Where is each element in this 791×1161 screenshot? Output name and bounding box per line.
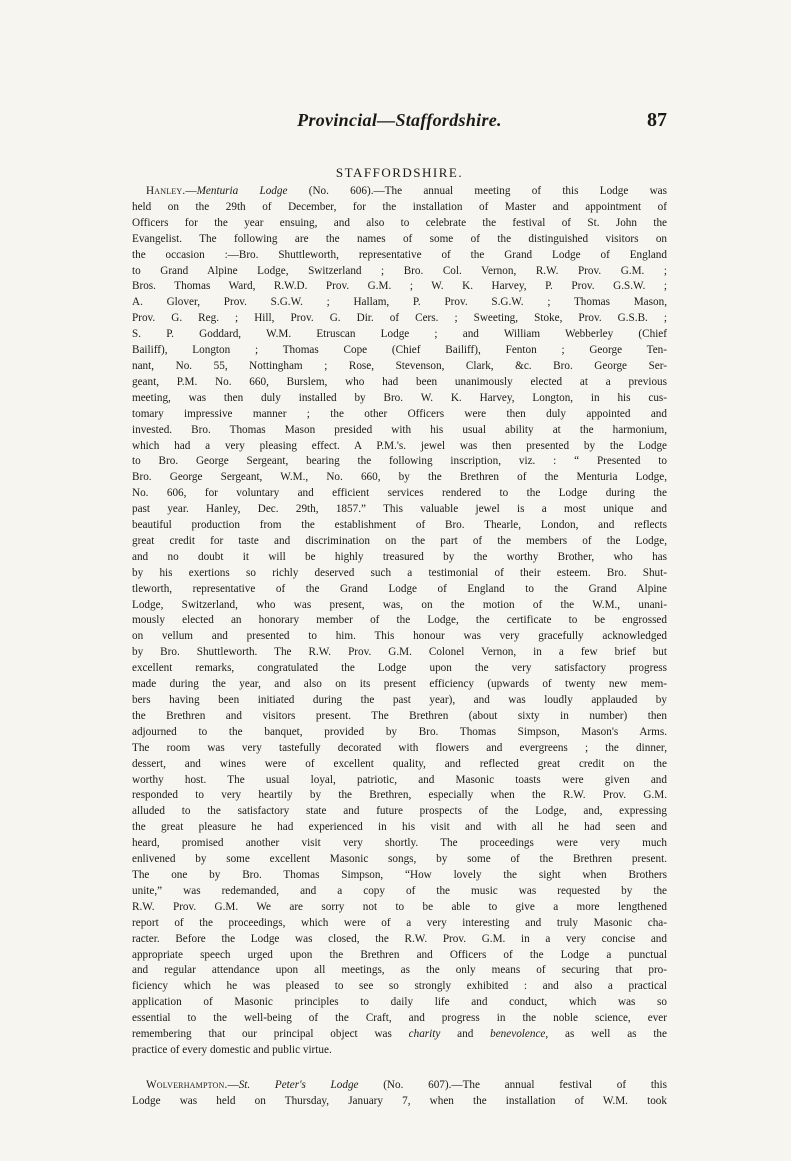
article-line: racter. Before the Lodge was closed, the R.W. Prov. G.M. in a very concise and [132, 932, 667, 945]
article-line: worthy host. The usual loyal, patriotic, and Masonic toasts were given and [132, 773, 667, 786]
article-opening-line: Wolverhampton.—St. Peter's Lodge (No. 607).—The annual festival of this [146, 1079, 667, 1091]
article-line: Bailiff), Longton ; Thomas Cope (Chief Bailiff), Fenton ; George Ten- [132, 344, 667, 357]
section-title: STAFFORDSHIRE. [335, 165, 464, 180]
article-line: on vellum and presented to him. This honour was very gracefully acknowledged [132, 630, 667, 643]
article-line: excellent remarks, congratulated the Lodge upon the very satisfactory progress [132, 662, 667, 675]
article-line: bers having been initiated during the past year), and was loudly applauded by [132, 694, 667, 706]
article-line: by Bro. Shuttleworth. The R.W. Prov. G.M. Colonel Vernon, in a few brief but [132, 646, 667, 659]
article-line: No. 606, for voluntary and efficient services rendered to the Lodge during the [132, 487, 667, 500]
article-line: enlivened by some excellent Masonic songs, by some of the Brethren present. [132, 853, 667, 866]
lodge-name: Menturia Lodge [196, 185, 288, 197]
article-line: Bro. George Sergeant, W.M., No. 660, by the Brethren of the Menturia Lodge, [132, 471, 667, 484]
article-line: the Brethren and visitors present. The Brethren (about sixty in number) then [132, 709, 667, 722]
article-hanley [132, 184, 667, 1059]
article-line: S. P. Goddard, W.M. Etruscan Lodge ; and William Webberley (Chief [132, 328, 667, 341]
article-line: invested. Bro. Thomas Mason presided with his usual ability at the harmonium, [132, 423, 667, 436]
article-line: the occasion :—Bro. Shuttleworth, representative of the Grand Lodge of England [132, 248, 667, 261]
article-line: dessert, and wines were of excellent quality, and reflected great credit on the [132, 757, 667, 770]
article-line: R.W. Prov. G.M. We are sorry not to be able to give a more lengthened [132, 900, 667, 913]
article-line: great credit for taste and discrimination on the part of the members of the Lodge, [132, 534, 667, 547]
article-line: tomary impressive manner ; the other Officers were then duly appointed and [132, 407, 667, 420]
article-line: essential to the well-being of the Craft, and progress in the noble science, ever [132, 1012, 667, 1025]
article-line: The one by Bro. Thomas Simpson, “How lovely the sight when Brothers [132, 868, 667, 881]
article-line: past year. Hanley, Dec. 29th, 1857.” This valuable jewel is a most unique and [132, 503, 667, 516]
article-line: adjourned to the banquet, provided by Bro. Thomas Simpson, Mason's Arms. [132, 725, 667, 738]
article-line: Lodge was held on Thursday, January 7, when the installation of W.M. took [132, 1094, 667, 1107]
running-header [132, 110, 667, 134]
lodge-name: St. Peter's Lodge [238, 1079, 359, 1091]
article-line: Evangelist. The following are the names of some of the distinguished visitors on [132, 232, 667, 245]
article-line: Bros. Thomas Ward, R.W.D. Prov. G.M. ; W. K. Harvey, P. Prov. G.S.W. ; [132, 280, 667, 293]
article-line: and regular attendance upon all meetings, as the only means of securing that pro- [132, 964, 667, 977]
article-line: mously elected an honorary member of the Lodge, the certificate to be engrossed [132, 614, 667, 627]
article-line: report of the proceedings, which were of a very interesting and truly Masonic cha- [132, 916, 667, 929]
header-title: Provincial—Staffordshire. [297, 110, 502, 130]
emphasis-charity: charity [408, 1028, 441, 1041]
article-line: geant, P.M. No. 660, Burslem, who had been unanimously elected at a previous [132, 375, 667, 388]
article-line: alluded to the satisfactory state and future prospects of the Lodge, and, expressing [132, 805, 667, 818]
article-opening-line: Hanley.—Menturia Lodge (No. 606).—The annual meeting of this Lodge was [146, 185, 667, 197]
article-line: remembering that our principal object was charity and benevolence, as well as the [132, 1028, 667, 1041]
article-line: tleworth, representative of the Grand Lodge of England to the Grand Alpine [132, 582, 667, 595]
article-line: to Grand Alpine Lodge, Switzerland ; Bro. Col. Vernon, R.W. Prov. G.M. ; [132, 264, 667, 277]
article-line: the great pleasure he had experienced in his visit and with all he had seen and [132, 821, 667, 834]
place-name: Wolverhampton. [146, 1079, 228, 1091]
article-line: made during the year, and also on its present efficiency (upwards of twenty new mem- [132, 678, 667, 691]
article-body [132, 200, 667, 1027]
article-line: appropriate speech urged upon the Brethren and Officers of the Lodge a punctual [132, 948, 667, 961]
article-line: and no doubt it will be highly treasured by the worthy Brother, who has [132, 550, 667, 563]
article-wolverhampton [132, 1078, 667, 1110]
article-body [132, 1094, 667, 1110]
article-line: beautiful production from the establishment of Bro. Thearle, London, and reflects [132, 519, 667, 532]
emphasis-benevolence: benevolence, [490, 1028, 549, 1041]
article-line: meeting, was then duly installed by Bro. W. K. Harvey, Longton, in his cus- [132, 391, 667, 404]
article-line: A. Glover, Prov. S.G.W. ; Hallam, P. Prov. S.G.W. ; Thomas Mason, [132, 296, 667, 309]
article-last-line: practice of every domestic and public virtue. [132, 1043, 332, 1056]
article-line: heard, promised another visit very shortly. The proceedings were very much [132, 837, 667, 850]
article-line: application of Masonic principles to daily life and conduct, which was so [132, 996, 667, 1009]
article-line: Prov. G. Reg. ; Hill, Prov. G. Dir. of Cers. ; Sweeting, Stoke, Prov. G.S.B. ; [132, 312, 667, 325]
article-line: which had a very pleasing effect. A P.M.'s. jewel was then presented by the Lodge [132, 439, 667, 452]
article-line: responded to very heartily by the Brethren, especially when the R.W. Prov. G.M. [132, 789, 667, 802]
place-name: Hanley. [146, 185, 186, 197]
article-line: held on the 29th of December, for the installation of Master and appointment of [132, 200, 667, 213]
article-line: ficiency which he was pleased to see so strongly exhibited : and also a practical [132, 980, 667, 993]
article-line: unite,” was redemanded, and a copy of the music was requested by the [132, 884, 667, 897]
article-line: to Bro. George Sergeant, bearing the following inscription, viz. : “ Presented to [132, 455, 667, 468]
page-number: 87 [647, 109, 667, 131]
article-line: Officers for the year ensuing, and also to celebrate the festival of St. John the [132, 216, 667, 229]
article-line: by his exertions so richly deserved such a testimonial of their esteem. Bro. Shut- [132, 566, 667, 579]
article-line: The room was very tastefully decorated with flowers and evergreens ; the dinner, [132, 741, 667, 754]
article-line: Lodge, Switzerland, who was present, was, on the motion of the W.M., unani- [132, 598, 667, 611]
article-line: nant, No. 55, Nottingham ; Rose, Stevenson, Clark, &c. Bro. George Ser- [132, 359, 667, 372]
